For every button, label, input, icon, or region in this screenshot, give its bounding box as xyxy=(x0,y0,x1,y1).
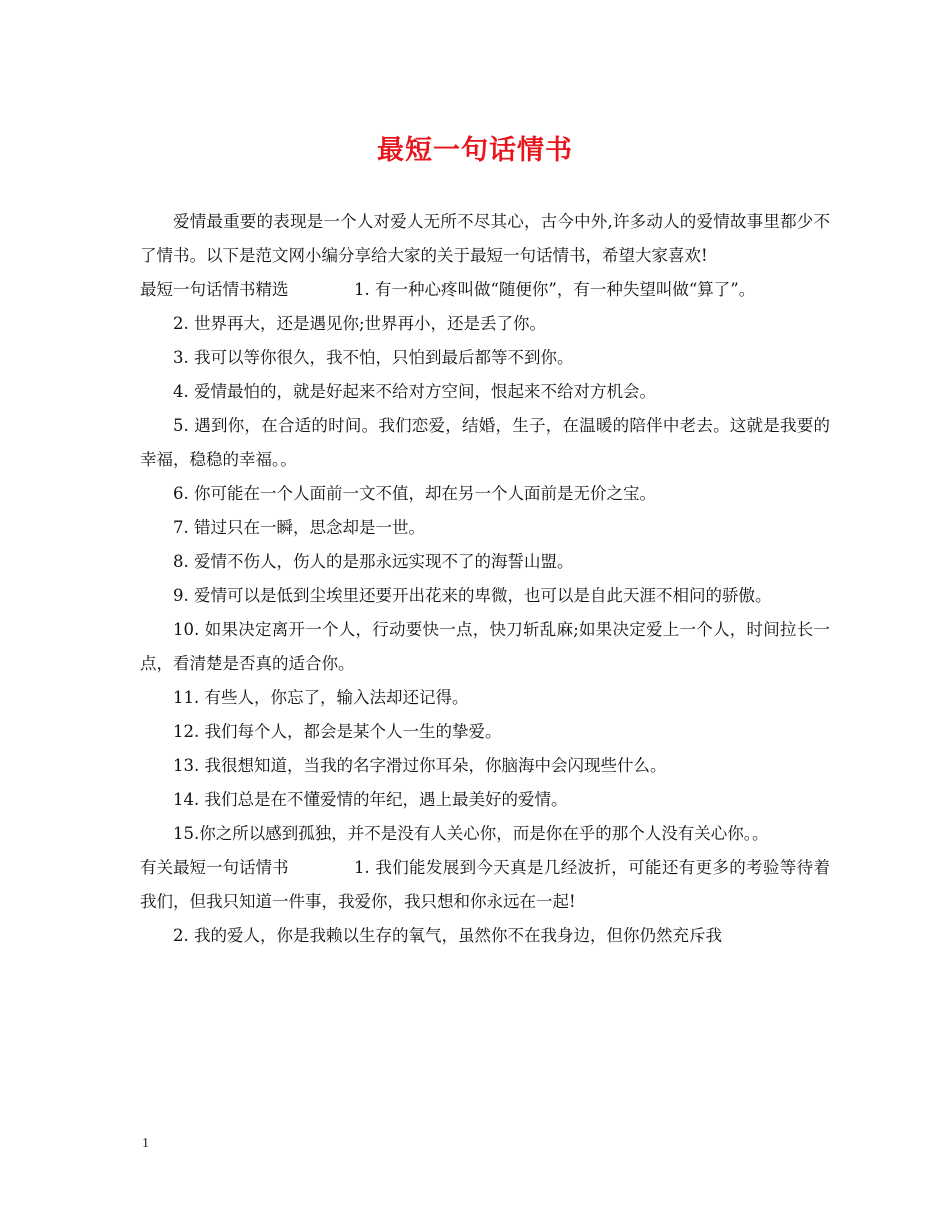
document-title: 最短一句话情书 xyxy=(377,135,573,166)
list-item: 11. 有些人，你忘了，输入法却还记得。 xyxy=(173,688,469,707)
document-body xyxy=(140,205,830,953)
list-item: 2. 世界再大，还是遇见你;世界再小，还是丢了你。 xyxy=(173,314,547,333)
list-item: 3. 我可以等你很久，我不怕，只怕到最后都等不到你。 xyxy=(173,348,574,367)
list-item: 6. 你可能在一个人面前一文不值，却在另一个人面前是无价之宝。 xyxy=(173,484,656,503)
list-item: 8. 爱情不伤人，伤人的是那永远实现不了的海誓山盟。 xyxy=(173,552,574,571)
section-2-first-item: 1. 我们能发展到今天真是几经波折，可能还有更多的考验等待着我们，但我只知道一件事，我爱你，我只想和你永远在一起! xyxy=(140,858,830,911)
section-2-heading-line xyxy=(140,851,830,919)
list-item: 4. 爱情最怕的，就是好起来不给对方空间，恨起来不给对方机会。 xyxy=(173,382,656,401)
list-item: 7. 错过只在一瞬，思念却是一世。 xyxy=(173,518,425,537)
section-1-heading-line xyxy=(140,273,830,307)
list-item: 15.你之所以感到孤独，并不是没有人关心你，而是你在乎的那个人没有关心你。。 xyxy=(173,824,769,843)
section-1-first-item: 1. 有一种心疼叫做“随便你”，有一种失望叫做“算了”。 xyxy=(354,280,756,299)
list-item: 5. 遇到你，在合适的时间。我们恋爱，结婚，生子，在温暖的陪伴中老去。这就是我要的幸福，稳稳的幸福。。 xyxy=(140,416,830,469)
list-item: 10. 如果决定离开一个人，行动要快一点，快刀斩乱麻;如果决定爱上一个人，时间拉长一点，看清楚是否真的适合你。 xyxy=(140,620,830,673)
page-number: 1 xyxy=(142,1136,149,1151)
section-1-label: 最短一句话情书精选 xyxy=(140,280,289,299)
list-item: 13. 我很想知道，当我的名字滑过你耳朵，你脑海中会闪现些什么。 xyxy=(173,756,667,775)
list-item: 14. 我们总是在不懂爱情的年纪，遇上最美好的爱情。 xyxy=(173,790,568,809)
list-item: 9. 爱情可以是低到尘埃里还要开出花来的卑微，也可以是自此天涯不相问的骄傲。 xyxy=(173,586,772,605)
list-item: 2. 我的爱人，你是我赖以生存的氧气，虽然你不在我身边，但你仍然充斥我 xyxy=(173,926,722,945)
list-item: 12. 我们每个人，都会是某个人一生的挚爱。 xyxy=(173,722,502,741)
section-2-label: 有关最短一句话情书 xyxy=(140,858,289,877)
intro-paragraph: 爱情最重要的表现是一个人对爱人无所不尽其心，古今中外,许多动人的爱情故事里都少不了情书。以下是范文网小编分享给大家的关于最短一句话情书，希望大家喜欢! xyxy=(140,212,830,265)
